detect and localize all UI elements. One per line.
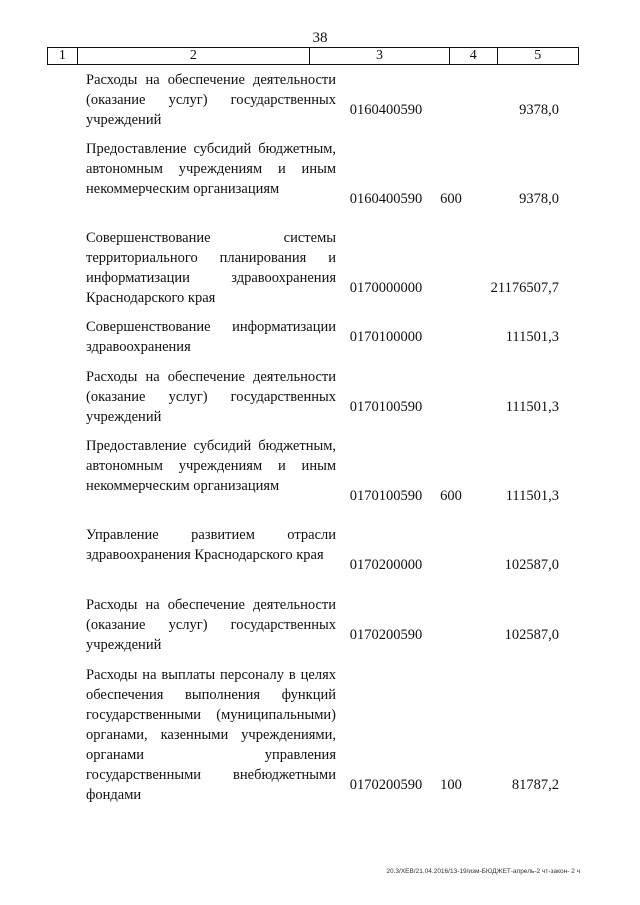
row-description: Расходы на обеспечение деятельности (оказание услуг) государственных учреждений (86, 72, 336, 128)
row-amount: 111501,3 (505, 329, 559, 345)
row-amount: 102587,0 (504, 557, 559, 573)
column-header-2: 2 (77, 48, 309, 65)
row-amount: 21176507,7 (490, 280, 559, 296)
row-amount: 111501,3 (505, 399, 559, 415)
row-amount: 9378,0 (519, 191, 559, 207)
row-description: Управление развитием отрасли здравоохранения Краснодарского края (86, 527, 336, 563)
row-description: Расходы на обеспечение деятельности (оказание услуг) государственных учреждений (86, 369, 336, 425)
row-code: 0160400590 (349, 102, 423, 118)
column-header-1: 1 (48, 48, 78, 65)
row-vr: 600 (440, 488, 462, 504)
row-description: Предоставление субсидий бюджетным, автономным учреждениям и иным некоммерческим организациям (86, 438, 336, 494)
row-code: 0170100000 (349, 329, 423, 345)
column-header-row (48, 48, 579, 65)
row-code: 0170100590 (349, 399, 423, 415)
row-description: Совершенствование информатизации здравоохранения (86, 319, 336, 355)
column-header-4: 4 (449, 48, 497, 65)
column-header-table (47, 47, 579, 65)
row-description: Расходы на обеспечение деятельности (оказание услуг) государственных учреждений (86, 597, 336, 653)
column-header-3: 3 (309, 48, 449, 65)
footer-file-reference: 20.3/ХЕВ/21.04.2016/13-19/изм-БЮДЖЕТ-апрель-2 чт-закон- 2 ч (386, 868, 580, 875)
column-header-5: 5 (497, 48, 578, 65)
row-code: 0170200000 (349, 557, 423, 573)
row-amount: 102587,0 (504, 627, 559, 643)
row-vr: 600 (440, 191, 462, 207)
row-description: Расходы на выплаты персоналу в целях обеспечения выполнения функций государственными (муниципальными) органами, казенными учреждениями, органами управления государственными внебюджетными фондами (86, 667, 336, 803)
row-code: 0170100590 (349, 488, 423, 504)
row-code: 0170000000 (349, 280, 423, 296)
row-code: 0170200590 (349, 627, 423, 643)
page-number: 38 (312, 30, 328, 46)
row-description: Совершенствование системы территориального планирования и информатизации здравоохранения Краснодарского края (86, 230, 336, 306)
row-code: 0160400590 (349, 191, 423, 207)
row-vr: 100 (440, 777, 462, 793)
row-amount: 81787,2 (511, 777, 559, 793)
row-code: 0170200590 (349, 777, 423, 793)
row-description: Предоставление субсидий бюджетным, автономным учреждениям и иным некоммерческим организациям (86, 141, 336, 197)
row-amount: 111501,3 (505, 488, 559, 504)
row-amount: 9378,0 (519, 102, 559, 118)
